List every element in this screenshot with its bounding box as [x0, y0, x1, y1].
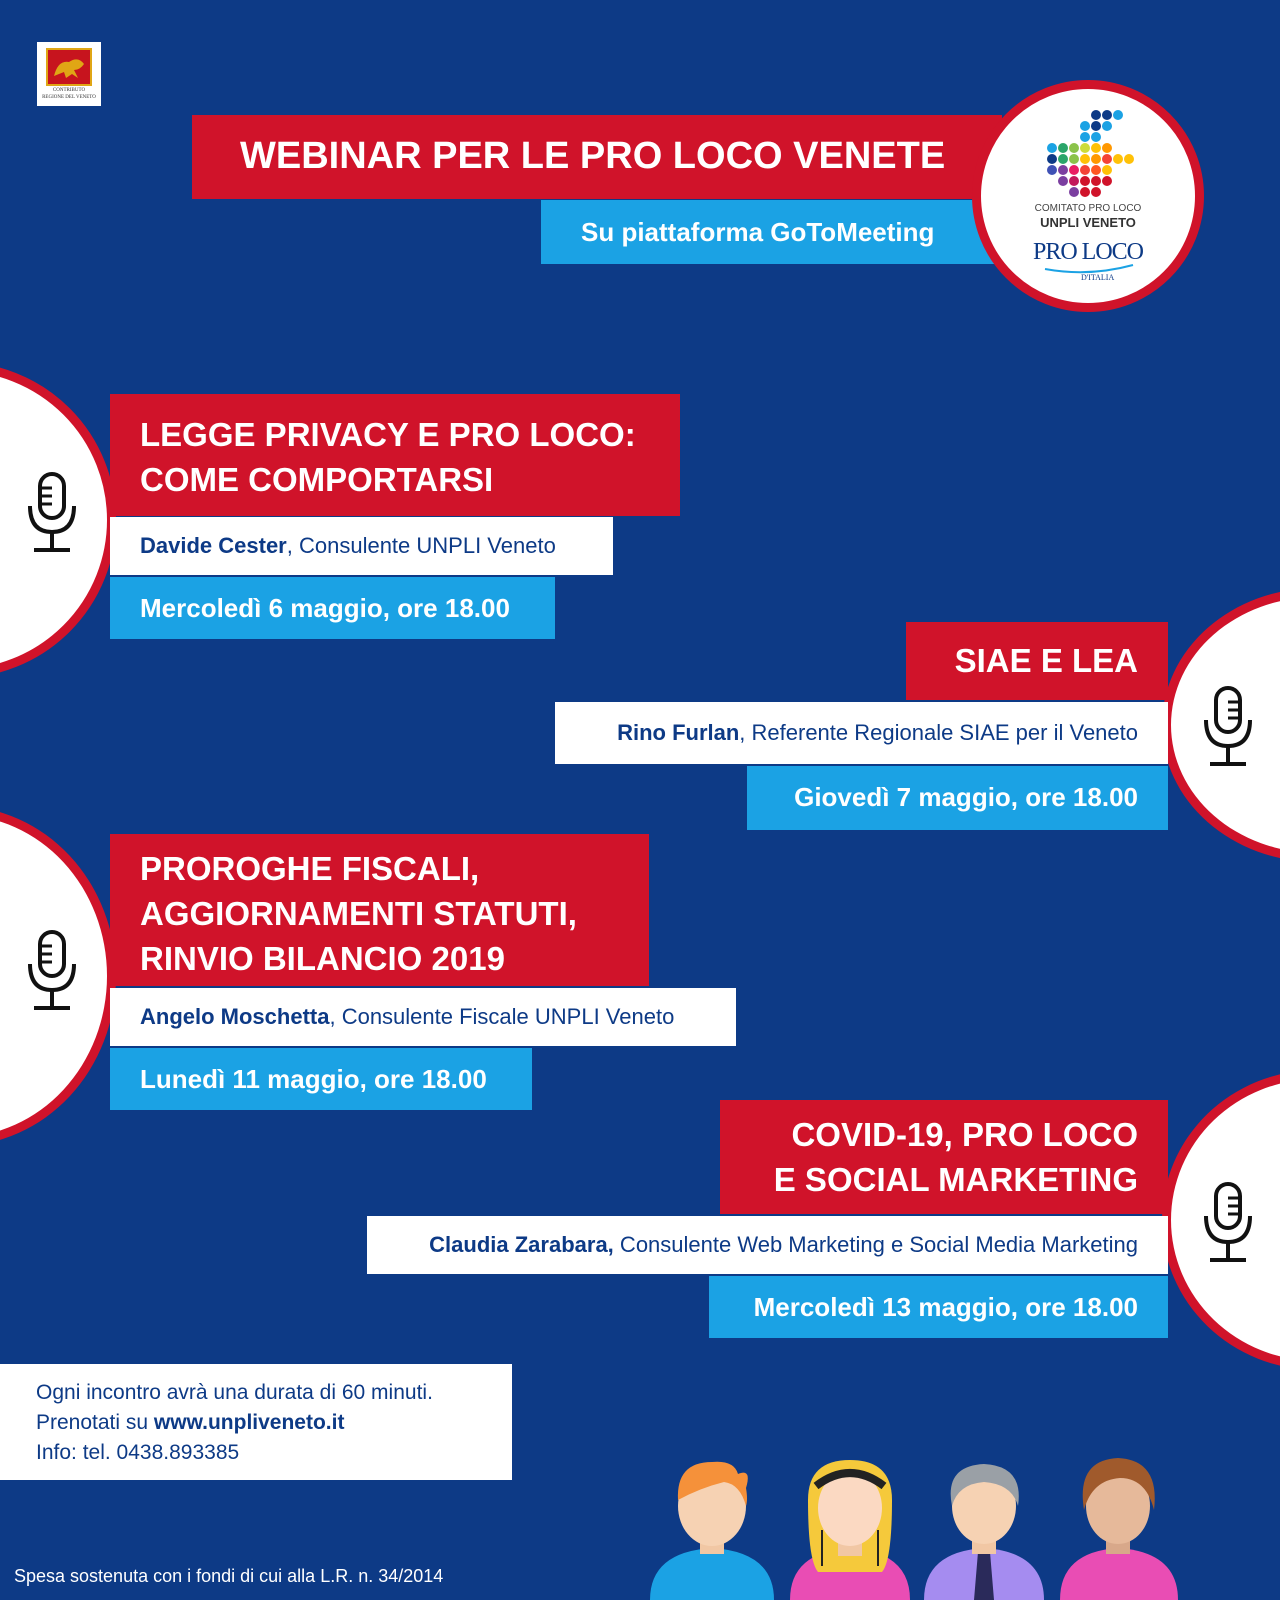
header-title: WEBINAR PER LE PRO LOCO VENETE [240, 135, 946, 177]
webinar-3-speaker: Angelo Moschetta, Consulente Fiscale UNPLI Veneto [110, 988, 736, 1046]
unpli-logo-circle [972, 80, 1204, 312]
regione-logo-text-1: CONTRIBUTO [52, 88, 86, 93]
webinar-2-title-bar [906, 622, 1168, 700]
microphone-icon [1198, 1180, 1258, 1270]
webinar-3-date: Lunedì 11 maggio, ore 18.00 [110, 1048, 532, 1110]
people-illustration [640, 1440, 1200, 1600]
info-duration: Ogni incontro avrà una durata di 60 minuti. [36, 1381, 433, 1404]
info-phone: Info: tel. 0438.893385 [36, 1441, 240, 1464]
webinar-3-title-bar [110, 834, 649, 986]
microphone-icon [1198, 684, 1258, 774]
person-1-icon [650, 1462, 774, 1600]
webinar-2-date: Giovedì 7 maggio, ore 18.00 [747, 766, 1168, 830]
microphone-icon [22, 928, 82, 1018]
booking-link[interactable]: www.unpliveneto.it [153, 1411, 345, 1434]
person-3-icon [924, 1464, 1044, 1600]
lion-emblem-icon [46, 48, 92, 86]
webinar-1-title: LEGGE PRIVACY E PRO LOCO: COME COMPORTARSI [140, 416, 636, 498]
webinar-4-title-bar [720, 1100, 1168, 1214]
webinar-3-title: PROROGHE FISCALI, AGGIORNAMENTI STATUTI, RINVIO BILANCIO 2019 [140, 850, 577, 977]
webinar-2-title: SIAE E LEA [954, 642, 1138, 679]
webinar-2-speaker: Rino Furlan, Referente Regionale SIAE per il Veneto [555, 702, 1168, 764]
header-title-bar [192, 115, 1002, 199]
person-4-icon [1060, 1458, 1178, 1600]
webinar-1-title-bar [110, 394, 680, 516]
webinar-1-speaker: Davide Cester, Consulente UNPLI Veneto [110, 517, 613, 575]
regione-veneto-logo [37, 42, 101, 106]
footer-funding-note: Spesa sostenuta con i fondi di cui alla L.R. n. 34/2014 [14, 1566, 444, 1586]
info-box [0, 1364, 512, 1480]
header-subtitle-bar [541, 200, 1001, 264]
webinar-4-title: COVID-19, PRO LOCO E SOCIAL MARKETING [773, 1116, 1138, 1198]
person-2-icon [790, 1460, 910, 1600]
info-booking: Prenotati su www.unpliveneto.it [36, 1411, 345, 1434]
webinar-4-date: Mercoledì 13 maggio, ore 18.00 [709, 1276, 1168, 1338]
proloco-brand: PRO LOCO [1032, 239, 1144, 265]
microphone-icon [22, 470, 82, 560]
unpli-logo-line2: UNPLI VENETO [1040, 215, 1136, 230]
regione-logo-text-2: REGIONE DEL VENETO [42, 95, 96, 100]
webinar-1-date: Mercoledì 6 maggio, ore 18.00 [110, 577, 555, 639]
webinar-4-speaker: Claudia Zarabara, Consulente Web Marketing e Social Media Marketing [367, 1216, 1168, 1274]
unpli-logo-line1: COMITATO PRO LOCO [1034, 203, 1142, 214]
proloco-brand-sub: D'ITALIA [1081, 273, 1115, 282]
header-subtitle: Su piattaforma GoToMeeting [581, 217, 935, 247]
unpli-dots-logo-icon [1041, 105, 1141, 205]
